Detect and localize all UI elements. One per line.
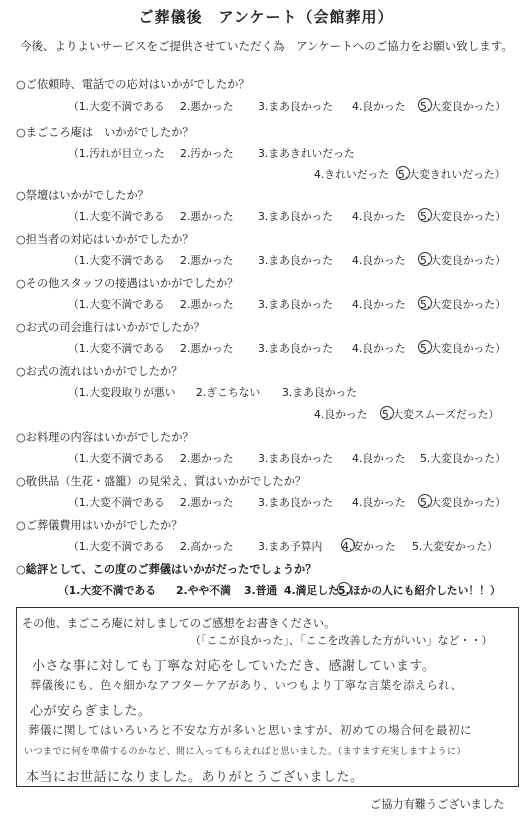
option-2-2[interactable]: 2.汚かった bbox=[180, 147, 234, 160]
answer-circle-1 bbox=[418, 98, 432, 112]
option-4-4[interactable]: 4.良かった bbox=[352, 254, 406, 267]
option-10-2[interactable]: 2.高かった bbox=[180, 540, 234, 553]
option-8-4[interactable]: 4.良かった bbox=[352, 452, 406, 465]
question-8: ○お料理の内容はいかがでしたか？ bbox=[16, 431, 194, 444]
answer-circle-9 bbox=[418, 494, 432, 508]
option-5-5[interactable]: 5.大変良かった） bbox=[420, 298, 506, 311]
option-8-1[interactable]: （1.大変不満である bbox=[68, 452, 165, 465]
option-2-4[interactable]: 4.きれいだった bbox=[314, 168, 390, 181]
question-1: ○ご依頼時、電話での応対はいかがでしたか？ bbox=[16, 78, 250, 91]
answer-circle-7 bbox=[380, 406, 394, 420]
option-3-2[interactable]: 2.悪かった bbox=[180, 210, 234, 223]
option-5-1[interactable]: （1.大変不満である bbox=[68, 298, 165, 311]
option-9-4[interactable]: 4.良かった bbox=[352, 496, 406, 509]
option-6-3[interactable]: 3.まあ良かった bbox=[258, 342, 334, 355]
option-2-1[interactable]: （1.汚れが目立った bbox=[68, 147, 165, 160]
option-2-3[interactable]: 3.まあきれいだった bbox=[258, 147, 355, 160]
option-11-4[interactable]: 4.満足した bbox=[284, 584, 339, 597]
option-7-3[interactable]: 3.まあ良かった bbox=[282, 386, 358, 399]
question-6: ○お式の司会進行はいかがでしたか？ bbox=[16, 321, 205, 334]
option-7-1[interactable]: （1.大変段取りが悪い bbox=[68, 386, 176, 399]
answer-circle-11 bbox=[337, 582, 351, 596]
option-4-1[interactable]: （1.大変不満である bbox=[68, 254, 165, 267]
page-title: ご葬儀後 アンケート（会館葬用） bbox=[138, 8, 394, 26]
question-5: ○その他スタッフの接遇はいかがでしたか？ bbox=[16, 277, 239, 290]
option-6-1[interactable]: （1.大変不満である bbox=[68, 342, 165, 355]
question-7: ○お式の流れはいかがでしたか？ bbox=[16, 365, 183, 378]
option-7-2[interactable]: 2.ぎこちない bbox=[196, 386, 261, 399]
option-4-5[interactable]: 5.大変良かった） bbox=[420, 254, 506, 267]
option-11-2[interactable]: 2.やや不満 bbox=[176, 584, 231, 597]
option-9-5[interactable]: 5.大変良かった） bbox=[420, 496, 506, 509]
option-9-2[interactable]: 2.悪かった bbox=[180, 496, 234, 509]
intro-text: 今後、よりよいサービスをご提供させていただく為 アンケートへのご協力をお願い致します。 bbox=[20, 39, 513, 53]
option-3-3[interactable]: 3.まあ良かった bbox=[258, 210, 334, 223]
question-10: ○ご葬儀費用はいかがでしたか？ bbox=[16, 519, 183, 532]
comment-line-3: 心が安らぎました。 bbox=[30, 704, 152, 719]
question-4: ○担当者の対応はいかがでしたか？ bbox=[16, 233, 194, 246]
option-8-5[interactable]: 5.大変良かった） bbox=[420, 452, 506, 465]
comment-line-1: 小さな事に対しても丁寧な対応をしていただき、感謝しています。 bbox=[32, 659, 436, 674]
option-10-1[interactable]: （1.大変不満である bbox=[68, 540, 165, 553]
comment-line-4: 葬儀に関してはいろいろと不安な方が多いと思いますが、初めての場合何を最初に bbox=[28, 723, 472, 737]
option-1-1[interactable]: （1.大変不満である bbox=[68, 100, 165, 113]
answer-circle-4 bbox=[418, 252, 432, 266]
option-1-5[interactable]: 5.大変良かった） bbox=[420, 100, 506, 113]
option-5-4[interactable]: 4.良かった bbox=[352, 298, 406, 311]
option-10-3[interactable]: 3.まあ予算内 bbox=[258, 540, 323, 553]
comment-line-5: いつまでに何を準備するのかなど、間に入ってもらえればと思いました。（ますます充実しますように） bbox=[24, 747, 467, 757]
option-3-1[interactable]: （1.大変不満である bbox=[68, 210, 165, 223]
answer-circle-3 bbox=[418, 208, 432, 222]
option-1-2[interactable]: 2.悪かった bbox=[180, 100, 234, 113]
option-5-3[interactable]: 3.まあ良かった bbox=[258, 298, 334, 311]
answer-circle-2 bbox=[396, 166, 410, 180]
option-10-4[interactable]: 4.安かった bbox=[342, 540, 396, 553]
question-9: ○敬供品（生花・盛籠）の見栄え、質はいかがでしたか？ bbox=[16, 475, 307, 488]
comment-line-6: 本当にお世話になりました。ありがとうございました。 bbox=[26, 770, 364, 785]
option-6-5[interactable]: 5.大変良かった） bbox=[420, 342, 506, 355]
answer-circle-6 bbox=[418, 340, 432, 354]
option-9-1[interactable]: （1.大変不満である bbox=[68, 496, 165, 509]
option-9-3[interactable]: 3.まあ良かった bbox=[258, 496, 334, 509]
option-7-4[interactable]: 4.良かった bbox=[314, 408, 368, 421]
option-6-2[interactable]: 2.悪かった bbox=[180, 342, 234, 355]
option-3-5[interactable]: 5.大変良かった） bbox=[420, 210, 506, 223]
comment-line-2: 葬儀後にも、色々細かなアフターケアがあり、いつもより丁寧な言葉を添えられ、 bbox=[30, 679, 463, 692]
question-2: ○まごころ庵は いかがでしたか？ bbox=[16, 126, 194, 139]
comment-heading: その他、まごころ庵に対しましてのご感想をお書きください。 bbox=[22, 617, 336, 630]
option-4-2[interactable]: 2.悪かった bbox=[180, 254, 234, 267]
option-4-3[interactable]: 3.まあ良かった bbox=[258, 254, 334, 267]
option-2-5[interactable]: 5.大変きれいだった） bbox=[398, 168, 506, 181]
option-10-5[interactable]: 5.大変安かった） bbox=[412, 540, 498, 553]
answer-circle-10 bbox=[341, 538, 355, 552]
option-11-5[interactable]: 5.ほかの人にも紹介したい！！） bbox=[338, 584, 501, 597]
question-11: ○総評として、この度のご葬儀はいかがだったでしょうか？ bbox=[16, 563, 317, 576]
option-11-1[interactable]: （1.大変不満である bbox=[58, 584, 156, 597]
comment-subheading: （「ここが良かった」、「ここを改善した方がいい」など・・） bbox=[190, 634, 493, 647]
option-8-3[interactable]: 3.まあ良かった bbox=[258, 452, 334, 465]
thanks-text: ご協力有難うございました bbox=[370, 798, 505, 811]
option-3-4[interactable]: 4.良かった bbox=[352, 210, 406, 223]
question-3: ○祭壇はいかがでしたか？ bbox=[16, 189, 149, 202]
option-7-5[interactable]: 5.大変スムーズだった） bbox=[382, 408, 500, 421]
option-8-2[interactable]: 2.悪かった bbox=[180, 452, 234, 465]
answer-circle-5 bbox=[418, 296, 432, 310]
option-6-4[interactable]: 4.良かった bbox=[352, 342, 406, 355]
option-1-4[interactable]: 4.良かった bbox=[352, 100, 406, 113]
option-11-3[interactable]: 3.普通 bbox=[244, 584, 278, 597]
option-5-2[interactable]: 2.悪かった bbox=[180, 298, 234, 311]
option-1-3[interactable]: 3.まあ良かった bbox=[258, 100, 334, 113]
